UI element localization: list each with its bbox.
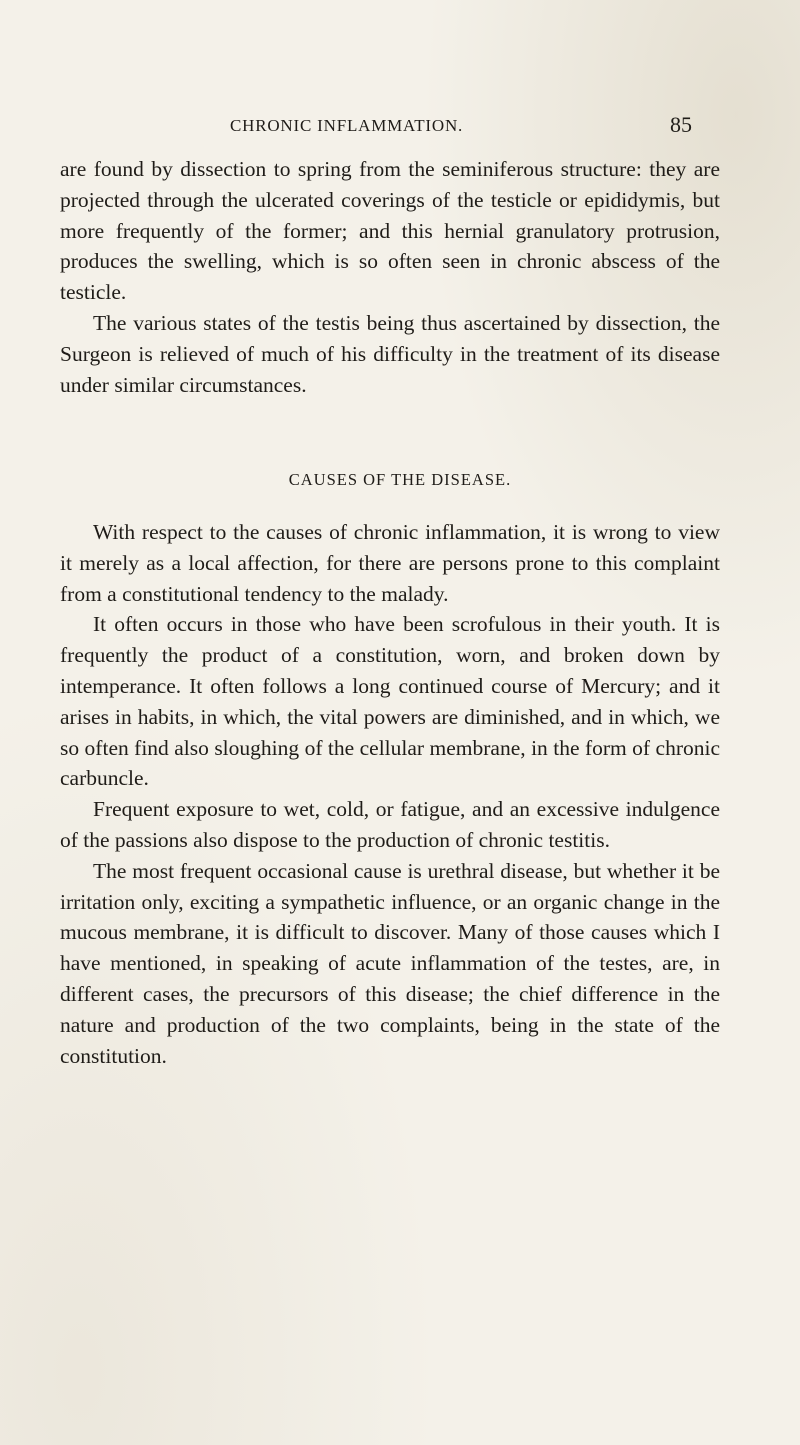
section-heading: CAUSES OF THE DISEASE. — [288, 470, 512, 489]
paragraph: are found by dissection to spring from the seminiferous structure: they are projected through the ulcerated coverings of the testicle or epididymis, but more frequently of the former; and this hernial granulatory protrusion, produces the swelling, which is so often seen in chronic abscess of the testicle. — [60, 157, 720, 305]
paragraph: The various states of the testis being thus ascertained by dissection, the Surgeon is relieved of much of his difficulty in the treatment of its disease under similar circumstances. — [60, 310, 720, 397]
running-head — [0, 112, 800, 142]
continued-text-block — [60, 154, 720, 400]
paragraph: Frequent exposure to wet, cold, or fatigue, and an excessive indulgence of the passions also dispose to the production of chronic testitis. — [60, 797, 720, 852]
page-number: 85 — [670, 112, 692, 137]
paragraph: The most frequent occasional cause is urethral disease, but whether it be irritation only, exciting a sympathetic influence, or an organic change in the mucous membrane, it is difficult to discover. Many of those causes which I have mentioned, in speaking of acute inflammation of the testes, are, in different cases, the precursors of this disease; the chief difference in the nature and production of the two complaints, being in the state of the constitution. — [60, 858, 720, 1068]
running-title: CHRONIC INFLAMMATION. — [230, 116, 464, 135]
paragraph: It often occurs in those who have been scrofulous in their youth. It is frequently the product of a constitution, worn, and broken down by intemperance. It often follows a long continued course of Mercury; and it arises in habits, in which, the vital powers are diminished, and in which, we so often find also sloughing of the cellular membrane, in the form of chronic carbuncle. — [60, 612, 720, 791]
section-text-block — [60, 517, 720, 1071]
paragraph: With respect to the causes of chronic inflammation, it is wrong to view it merely as a local affection, for there are persons prone to this complaint from a constitutional tendency to the malady. — [60, 520, 720, 606]
